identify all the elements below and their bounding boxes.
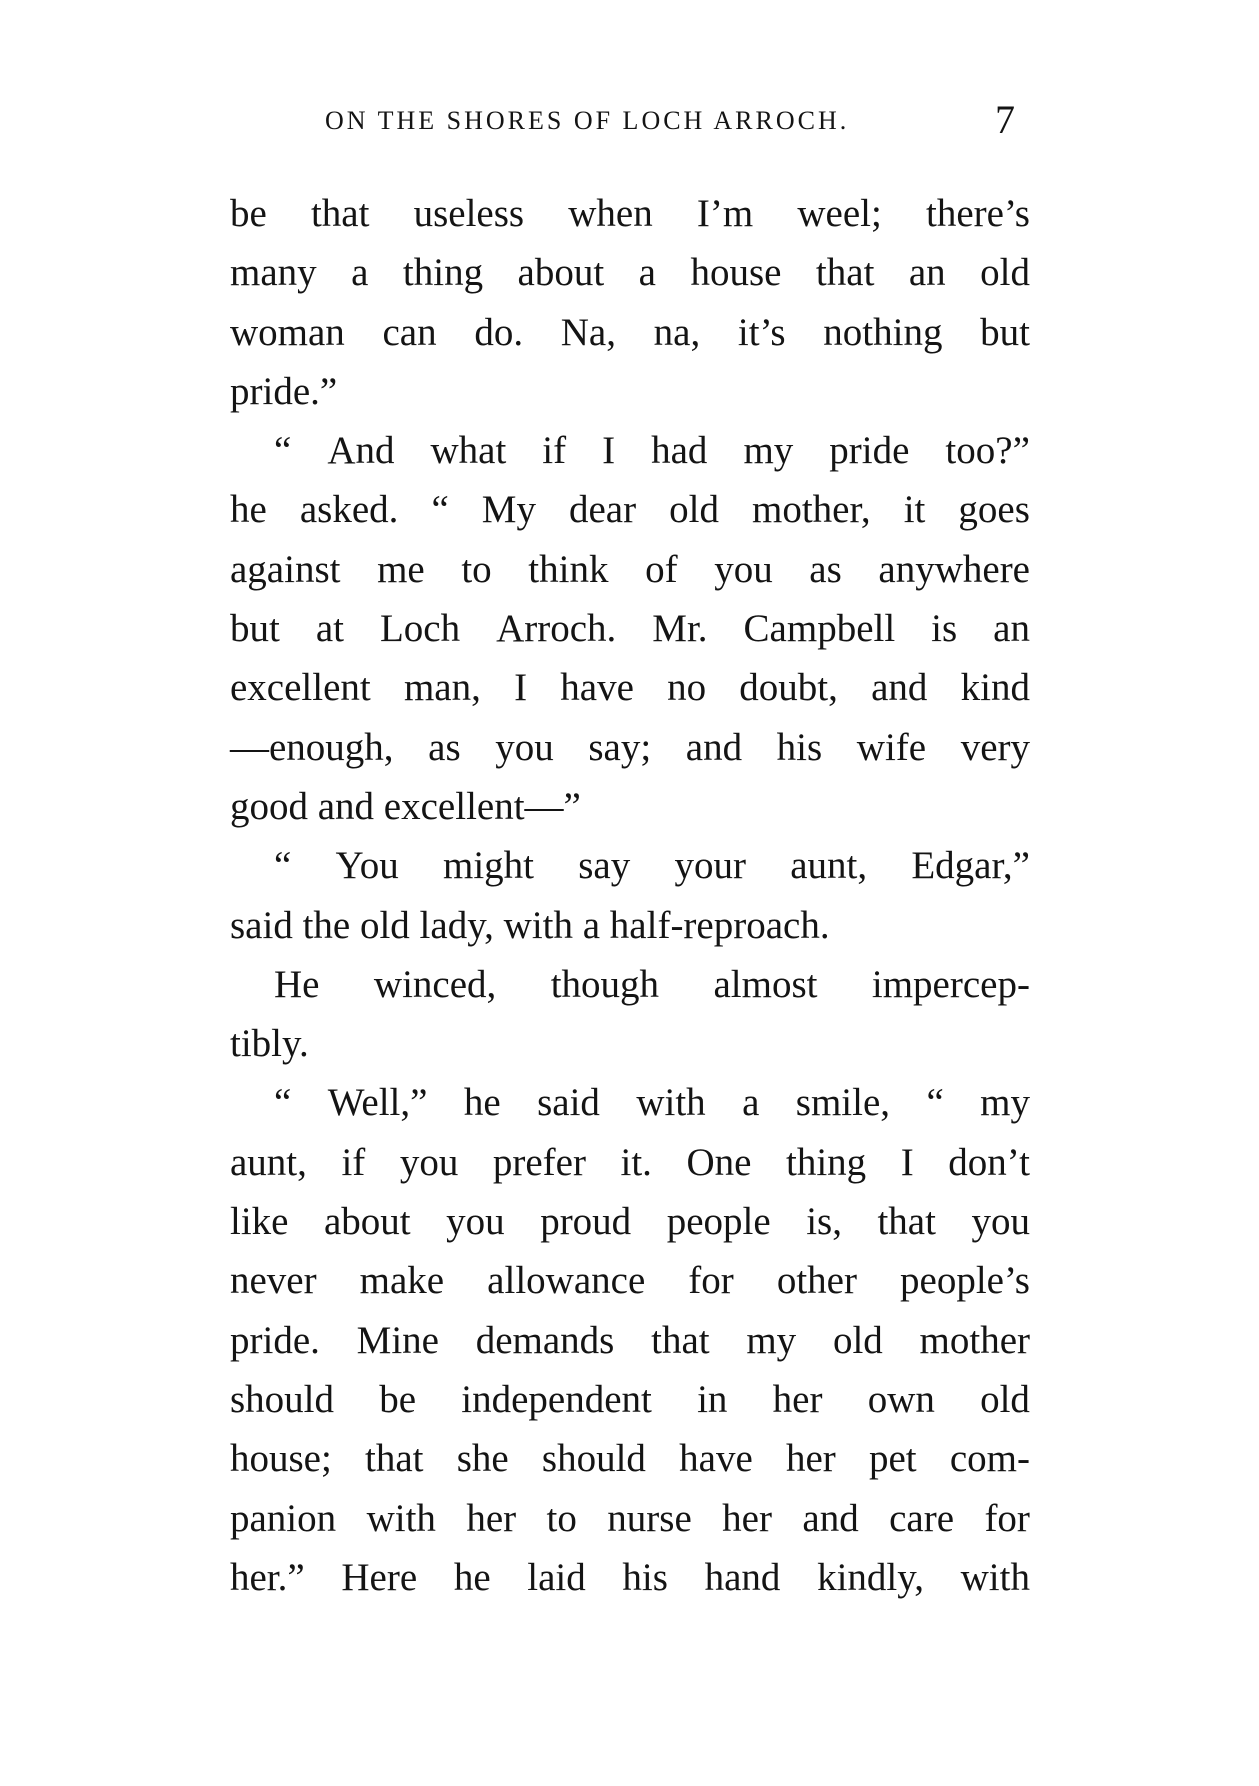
text-line — [230, 1489, 1030, 1548]
word: you — [399, 1140, 459, 1184]
word: might — [443, 844, 535, 888]
word: be — [230, 192, 267, 235]
word: when — [568, 192, 653, 235]
text-line — [230, 1133, 1030, 1192]
word: an — [993, 607, 1030, 651]
word: He — [274, 962, 320, 1006]
word: kind — [960, 666, 1030, 710]
word: you — [971, 1200, 1030, 1244]
word: me — [377, 547, 425, 591]
word: hand — [704, 1555, 781, 1599]
word: said — [537, 1081, 600, 1125]
word: his — [622, 1555, 668, 1599]
word: an — [908, 251, 946, 295]
text-line — [230, 1192, 1030, 1251]
text-line — [230, 1073, 1030, 1132]
word: if — [341, 1140, 366, 1184]
word: no — [667, 666, 707, 710]
word: but — [230, 607, 280, 651]
word: pride — [829, 429, 910, 473]
running-title: ON THE SHORES OF LOCH ARROCH. — [325, 106, 850, 135]
word: about — [517, 251, 605, 295]
word: doubt, — [739, 666, 838, 710]
word: aunt, — [790, 844, 868, 888]
word: I’m — [696, 192, 754, 235]
word: woman — [230, 310, 345, 354]
word: care — [889, 1496, 955, 1540]
word: almost — [713, 962, 818, 1006]
word: “ — [926, 1081, 944, 1125]
word: say — [578, 844, 631, 888]
word: my — [980, 1081, 1030, 1125]
running-head — [325, 98, 1025, 148]
text-line — [230, 1548, 1030, 1607]
word: is — [931, 607, 958, 651]
word: asked. — [299, 488, 399, 532]
word: thing — [402, 251, 484, 295]
word: against — [230, 547, 341, 591]
word: that — [815, 251, 875, 295]
text-line — [230, 955, 1030, 1014]
text-line — [230, 1311, 1030, 1370]
word: you — [714, 547, 773, 591]
text-line — [230, 184, 1030, 243]
word: winced, — [373, 962, 497, 1006]
word: can — [382, 310, 437, 354]
word: people’s — [900, 1259, 1030, 1303]
text-line — [230, 1370, 1030, 1429]
page-number: 7 — [995, 97, 1015, 142]
word: man, — [403, 666, 481, 710]
text-line: good and excellent—” — [230, 784, 581, 828]
text-line — [230, 1251, 1030, 1310]
word: mother, — [752, 488, 871, 532]
text-line — [230, 599, 1030, 658]
word: don’t — [948, 1140, 1030, 1184]
word: do. — [474, 310, 524, 354]
word: smile, — [795, 1081, 891, 1125]
word: old — [980, 251, 1030, 295]
word: independent — [461, 1377, 652, 1421]
word: many — [230, 251, 317, 295]
word: My — [481, 488, 536, 532]
word: be — [379, 1377, 417, 1421]
word: and — [685, 725, 743, 769]
word: na, — [653, 310, 701, 354]
word: that — [310, 192, 370, 235]
word: should — [230, 1377, 335, 1421]
word: to — [546, 1496, 577, 1540]
word: I — [514, 666, 528, 710]
word: “ — [274, 1081, 292, 1125]
word: a — [351, 251, 369, 295]
word: very — [960, 725, 1030, 769]
text-line — [230, 421, 1030, 480]
word: her — [466, 1496, 517, 1540]
word: for — [984, 1496, 1030, 1540]
word: never — [230, 1259, 317, 1303]
word: Arroch. — [496, 607, 617, 651]
word: with — [636, 1081, 706, 1125]
text-line — [230, 658, 1030, 717]
word: make — [359, 1259, 445, 1303]
text-line — [230, 243, 1030, 302]
word: it. — [620, 1140, 652, 1184]
word: dear — [569, 488, 637, 532]
word: useless — [413, 192, 525, 235]
word: like — [230, 1200, 289, 1244]
word: her — [772, 1377, 823, 1421]
text-line: said the old lady, with a half-reproach. — [230, 903, 830, 947]
word: Mr. — [652, 607, 708, 651]
word: prefer — [492, 1140, 586, 1184]
text-line: tibly. — [230, 1022, 309, 1066]
word: a — [638, 251, 656, 295]
word: old — [669, 488, 719, 532]
word: own — [867, 1377, 935, 1421]
word: as — [809, 547, 842, 591]
word: other — [776, 1259, 857, 1303]
word: goes — [958, 488, 1030, 532]
word: at — [315, 607, 344, 651]
word: nothing — [823, 310, 943, 354]
word: what — [430, 429, 507, 473]
word: And — [327, 429, 395, 473]
word: his — [776, 725, 823, 769]
text-line — [230, 1429, 1030, 1488]
word: I — [900, 1140, 914, 1184]
word: too?” — [945, 429, 1030, 473]
word: “ — [431, 488, 449, 532]
word: in — [697, 1377, 728, 1421]
word: think — [528, 547, 609, 591]
word: it — [903, 488, 926, 532]
word: say; — [588, 725, 652, 769]
word: com- — [949, 1437, 1030, 1481]
word: kindly, — [817, 1555, 924, 1599]
word: weel; — [797, 192, 882, 235]
word: if — [542, 429, 567, 473]
word: and — [802, 1496, 859, 1540]
word: aunt, — [230, 1140, 307, 1184]
word: you — [446, 1200, 505, 1244]
word: he — [463, 1081, 501, 1125]
word: that — [651, 1318, 710, 1362]
word: my — [746, 1318, 797, 1362]
word: old — [832, 1318, 883, 1362]
word: impercep- — [871, 962, 1030, 1006]
word: Well,” — [327, 1081, 428, 1125]
word: Loch — [379, 607, 461, 651]
word: house; — [230, 1437, 332, 1481]
text-line — [230, 480, 1030, 539]
word: I — [602, 429, 616, 473]
word: One — [686, 1140, 752, 1184]
word: there’s — [926, 192, 1030, 235]
word: she — [456, 1437, 509, 1481]
word: of — [645, 547, 678, 591]
word: Campbell — [743, 607, 896, 651]
body-text — [230, 184, 1030, 1607]
word: house — [690, 251, 782, 295]
text-line — [230, 836, 1030, 895]
word: though — [550, 962, 660, 1006]
text-line — [230, 303, 1030, 362]
word: panion — [230, 1496, 337, 1540]
word: thing — [786, 1140, 867, 1184]
word: is, — [806, 1200, 842, 1244]
word: that — [365, 1437, 424, 1481]
word: mother — [919, 1318, 1030, 1362]
word: You — [335, 844, 399, 888]
word: Mine — [356, 1318, 439, 1362]
word: have — [560, 666, 634, 710]
word: about — [324, 1200, 411, 1244]
word: have — [679, 1437, 753, 1481]
word: but — [980, 310, 1030, 354]
word: her — [785, 1437, 836, 1481]
word: nurse — [607, 1496, 692, 1540]
text-line — [230, 718, 1030, 777]
word: it’s — [737, 310, 786, 354]
word: demands — [475, 1318, 615, 1362]
word: her — [722, 1496, 772, 1540]
word: —enough, — [230, 725, 394, 769]
word: he — [230, 488, 267, 532]
word: my — [743, 429, 794, 473]
word: with — [366, 1496, 436, 1540]
word: that — [877, 1200, 936, 1244]
word: allowance — [487, 1259, 646, 1303]
word: and — [871, 666, 928, 710]
word: pet — [868, 1437, 917, 1481]
word: “ — [274, 844, 292, 888]
word: people — [666, 1200, 771, 1244]
word: Na, — [560, 310, 616, 354]
word: old — [980, 1377, 1030, 1421]
word: a — [742, 1081, 760, 1125]
word: pride. — [230, 1318, 320, 1362]
word: Here — [341, 1555, 418, 1599]
word: Edgar,” — [911, 844, 1030, 888]
word: her.” — [230, 1555, 305, 1599]
word: as — [428, 725, 461, 769]
word: anywhere — [878, 547, 1030, 591]
word: he — [453, 1555, 491, 1599]
word: “ — [274, 429, 292, 473]
word: laid — [527, 1555, 586, 1599]
word: your — [674, 844, 746, 888]
word: wife — [856, 725, 927, 769]
word: with — [960, 1555, 1030, 1599]
word: should — [541, 1437, 646, 1481]
word: proud — [540, 1200, 632, 1244]
text-line: pride.” — [230, 369, 338, 413]
word: to — [461, 547, 492, 591]
text-line — [230, 540, 1030, 599]
word: excellent — [230, 666, 371, 710]
word: had — [651, 429, 708, 473]
word: you — [495, 725, 554, 769]
word: for — [688, 1259, 734, 1303]
